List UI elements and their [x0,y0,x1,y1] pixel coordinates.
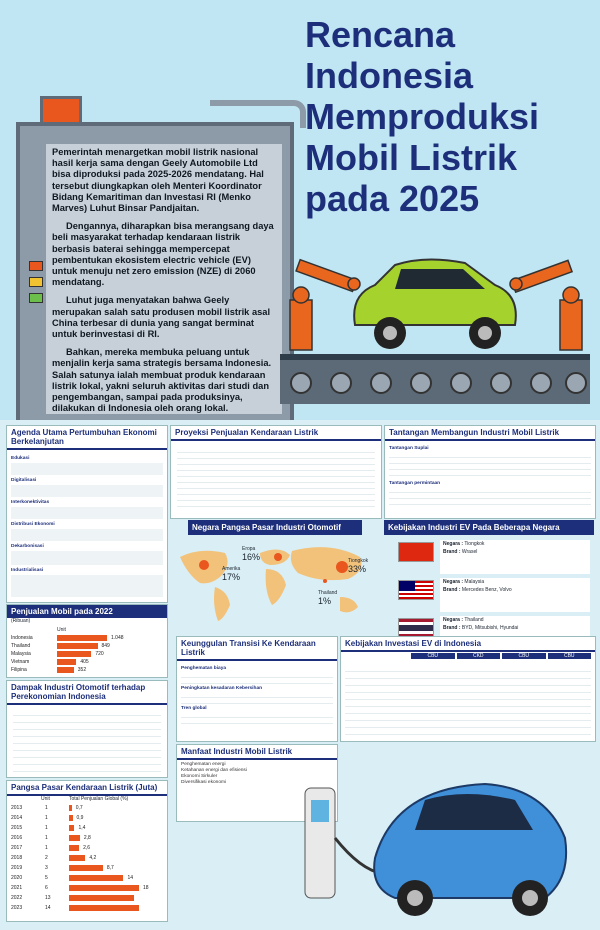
conveyor-belt [280,354,590,404]
kebijakan-ev-title: Kebijakan Industri EV Pada Beberapa Negara [384,520,594,535]
agenda-item: Industrialisasi [11,568,44,573]
title-line: Indonesia [305,55,474,96]
bar [57,651,91,657]
bar-value-label: 1.048 [111,635,124,641]
manfaat-item: Ekonomi Sirkuler [181,774,218,779]
bar [69,815,73,821]
penjualan-unit: (Ribuan) [11,618,31,624]
title-line: Mobil Listrik [305,137,518,178]
tantangan-item: Tantangan permintaan [389,481,441,486]
brand-name: Mercedes Benz, Volvo [461,587,512,593]
bar-category-label: 2021 [11,885,23,891]
intro-paragraph: Luhut juga menyatakan bahwa Geely merupakan salah satu produsen mobil listrik asal China terbesar di dunia yang sangat berminat untuk berinvestasi di RI. [52,295,271,340]
agenda-panel [6,425,168,603]
unit-value-label: 13 [45,895,51,901]
bar-category-label: 2014 [11,815,23,821]
intro-text [52,147,276,421]
bar [57,635,107,641]
country-name: Tiongkok [464,541,485,547]
label: Negara : [443,579,464,585]
manfaat-item: Penghematan energi [181,762,226,767]
penjualan-panel [6,604,168,678]
bar-category-label: 2015 [11,825,23,831]
page-title [305,14,595,219]
intro-paragraph: Bahkan, mereka membuka peluang untuk menjalin kerja sama strategis bersama Indonesia. Salah satunya ialah membuat produk kendaraan listrik lokal, yakni seluruh aktivitas dari studi dan pengembangan, sampai pada produksinya, dilakukan di Indonesia oleh orang lokal. [52,347,272,414]
bar [69,805,72,811]
dampak-title: Dampak Industri Otomotif terhadap Perekonomian Indonesia [7,681,167,705]
malaysia-flag-icon [398,580,434,600]
intro-paragraph: Dengannya, diharapkan bisa merangsang daya beli masyarakat terhadap kendaraan listrik berbasis baterai sehingga mempercepat pembentukan ekosistem electric vehicle (EV) untuk menuju net zero emission (NZE) di 2060 mendatang. [52,221,274,288]
agenda-title: Agenda Utama Pertumbuhan Ekonomi Berkelanjutan [7,426,167,450]
bar-category-label: 2017 [11,845,23,851]
region-name: Thailand [318,590,338,596]
proyeksi-title: Proyeksi Penjualan Kendaraan Listrik [171,426,381,441]
pangsa-ev-col1: Unit [41,796,50,802]
bar [69,825,74,831]
keunggulan-item: Peningkatan kesadaran Kebersihan [181,686,263,691]
kebijakan-ev-panel [384,520,594,642]
country-name: Malaysia [464,579,485,585]
region-pct: 33% [348,564,367,574]
pangsa-ev-title: Pangsa Pasar Kendaraan Listrik (Juta) [7,781,167,796]
unit-value-label: 1 [45,815,48,821]
bar-value-label: 1,4 [78,825,86,831]
bar-category-label: 2022 [11,895,23,901]
bar [69,835,80,841]
bar [57,667,74,673]
bar-value-label: 18 [143,885,149,891]
investasi-header: CBU [411,653,455,659]
bar [69,875,123,881]
investasi-panel [340,636,596,742]
agenda-item: Digitalisasi [11,478,37,483]
bar [57,643,98,649]
agenda-item: Distribusi Ekonomi [11,522,55,527]
unit-value-label: 14 [45,905,51,911]
penjualan-subunit: Unit [57,627,66,633]
bar-value-label: 14 [127,875,133,881]
bar-category-label: 2016 [11,835,23,841]
charging-station-icon [285,748,585,918]
tantangan-title: Tantangan Membangun Industri Mobil Listrik [385,426,595,441]
unit-value-label: 3 [45,865,48,871]
bar-category-label: 2013 [11,805,23,811]
bar [57,659,76,665]
bar-category-label: Thailand [11,643,31,649]
unit-value-label: 2 [45,855,48,861]
unit-value-label: 1 [45,825,48,831]
manfaat-item: Diversifikasi ekonomi [181,780,227,785]
label: Brand : [443,549,461,555]
bar-category-label: Malaysia [11,651,31,657]
bar-value-label: 2,8 [83,835,91,841]
kebijakan-ev-row [440,578,590,612]
bar [69,885,139,891]
bar [69,905,139,911]
bar-value-label: 352 [77,667,87,673]
region-pct: 16% [242,552,261,562]
bar [69,865,103,871]
investasi-header: CBU [502,653,546,659]
unit-value-label: 5 [45,875,48,881]
dampak-panel [6,680,168,778]
tantangan-item: Tantangan Suplai [389,446,429,451]
bar-value-label: 0,9 [76,815,84,821]
intro-paragraph: Pemerintah menargetkan mobil listrik nasional hasil kerja sama dengan Geely Automobile Ltd bisa diproduksi pada 2025-2026 mendatang. Hal tersebut diungkapkan oleh Menteri Koordinator Bidang Kemaritiman dan Investasi RI (Menko Marves) Luhut Binsar Pandjaitan. [52,147,264,214]
investasi-header: CKD [457,653,501,659]
region-name: Tiongkok [348,558,369,564]
investasi-title: Kebijakan Investasi EV di Indonesia [341,637,595,652]
agenda-item: Edukasi [11,456,30,461]
country-name: Thailand [464,617,484,623]
title-line: pada 2025 [305,178,480,219]
bar [69,895,134,901]
bar-value-label: 0,7 [75,805,83,811]
thailand-flag-icon [398,618,434,638]
world-map-icon [170,535,380,623]
penjualan-chart [7,633,167,677]
region-name: Amerika [222,566,241,572]
region-pct: 17% [222,572,241,582]
brand-name: Wrasel [461,549,478,555]
brand-name: BYD, Mitsubishi, Hyundai [461,625,519,631]
title-line: Rencana [305,14,456,55]
unit-value-label: 1 [45,835,48,841]
manfaat-item: Ketahanan energi dan efisiensi [181,768,247,773]
bar [69,855,85,861]
penjualan-title: Penjualan Mobil pada 2022 [7,605,167,618]
kebijakan-ev-row [440,540,590,574]
keunggulan-item: Penghematan biaya [181,666,227,671]
bar [69,845,79,851]
bar-category-label: 2019 [11,865,23,871]
bar-value-label: 849 [101,643,110,649]
bar-category-label: 2023 [11,905,23,911]
bar-value-label: 8,7 [106,865,114,871]
tantangan-panel [384,425,596,519]
proyeksi-panel [170,425,382,519]
keunggulan-panel [176,636,338,742]
unit-value-label: 1 [45,805,48,811]
agenda-item: Dekarbonisasi [11,544,44,549]
electric-car-icon [335,255,525,360]
unit-value-label: 1 [45,845,48,851]
pangsa-ev-chart [7,803,167,918]
bar-value-label: 405 [80,659,89,665]
pangsa-negara-panel [170,520,380,625]
region-pct: 1% [318,596,332,606]
unit-value-label: 6 [45,885,48,891]
bar-value-label: 2,6 [83,845,91,851]
title-line: Memproduksi [305,96,540,137]
bar-category-label: 2018 [11,855,23,861]
bar-category-label: Indonesia [11,635,33,641]
label: Brand : [443,587,461,593]
region-name: Eropa [242,546,256,552]
agenda-item: Interkonektivitas [11,500,50,505]
pangsa-negara-title: Negara Pangsa Pasar Industri Otomotif [188,520,362,535]
keunggulan-item: Tren global [181,706,207,711]
bar-category-label: Filipina [11,667,27,673]
pangsa-ev-panel [6,780,168,922]
bar-value-label: 720 [95,651,104,657]
label: Brand : [443,625,461,631]
investasi-header: CBU [548,653,592,659]
pangsa-ev-col2: Total Penjualan Global (%) [69,796,129,802]
bar-value-label: 4,2 [89,855,97,861]
bar-category-label: Vietnam [11,659,30,665]
keunggulan-title: Keunggulan Transisi Ke Kendaraan Listrik [177,637,337,661]
label: Negara : [443,541,464,547]
bar-category-label: 2020 [11,875,23,881]
china-flag-icon [398,542,434,562]
manfaat-title: Manfaat Industri Mobil Listrik [177,745,337,760]
label: Negara : [443,617,464,623]
